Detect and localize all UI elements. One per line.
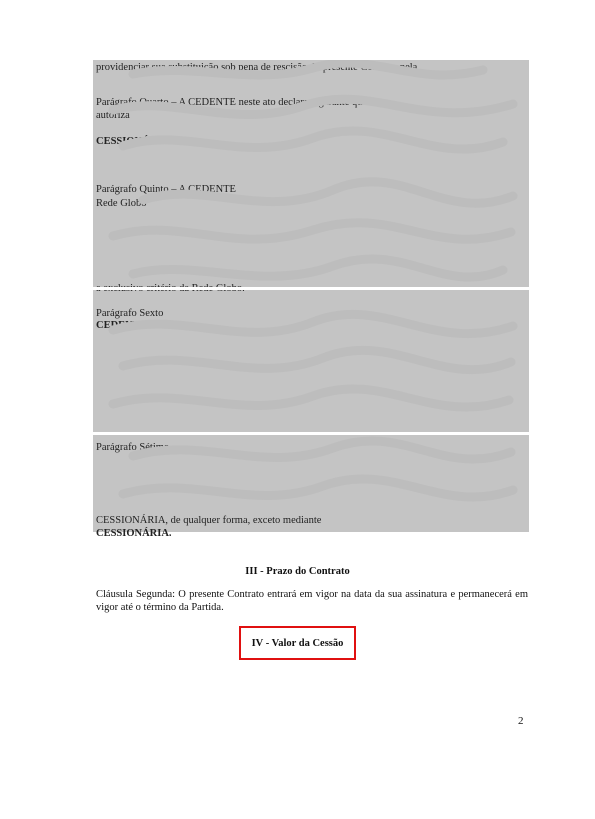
paragraph-fragment: Rede Globo xyxy=(96,198,147,209)
section-title-valor: IV - Valor da Cessão xyxy=(251,637,344,649)
paragraph-fragment: autoriza xyxy=(96,110,130,121)
section-title-prazo: III - Prazo do Contrato xyxy=(245,566,350,577)
paragraph-fragment: CEDENTE xyxy=(96,320,147,331)
paragraph-fragment: CESSIONÁRIA xyxy=(96,136,169,147)
redaction-scribble xyxy=(93,60,529,532)
paragraph-fragment: CESSIONÁRIA. xyxy=(96,528,172,539)
paragraph-fragment: Parágrafo Quarto – A CEDENTE neste ato declara e garante que xyxy=(96,97,368,108)
section-title-valor-highlighted xyxy=(239,626,356,660)
paragraph-fragment: Parágrafo Sétimo xyxy=(96,442,170,453)
clause-segunda: Cláusula Segunda: O presente Contrato entrará em vigor na data da sua assinatura e permanecerá em vigor até o término da Partida. xyxy=(96,589,528,613)
paragraph-fragment: Parágrafo Sexto xyxy=(96,308,164,319)
paragraph-fragment: Parágrafo Quinto – A CEDENTE xyxy=(96,184,236,195)
page-number: 2 xyxy=(518,715,524,727)
paragraph-fragment: providenciar sua substituição sob pena de rescisão do presente Contrato pela xyxy=(96,62,418,73)
paragraph-fragment: CESSIONÁRIA, de qualquer forma, exceto mediante xyxy=(96,515,322,526)
